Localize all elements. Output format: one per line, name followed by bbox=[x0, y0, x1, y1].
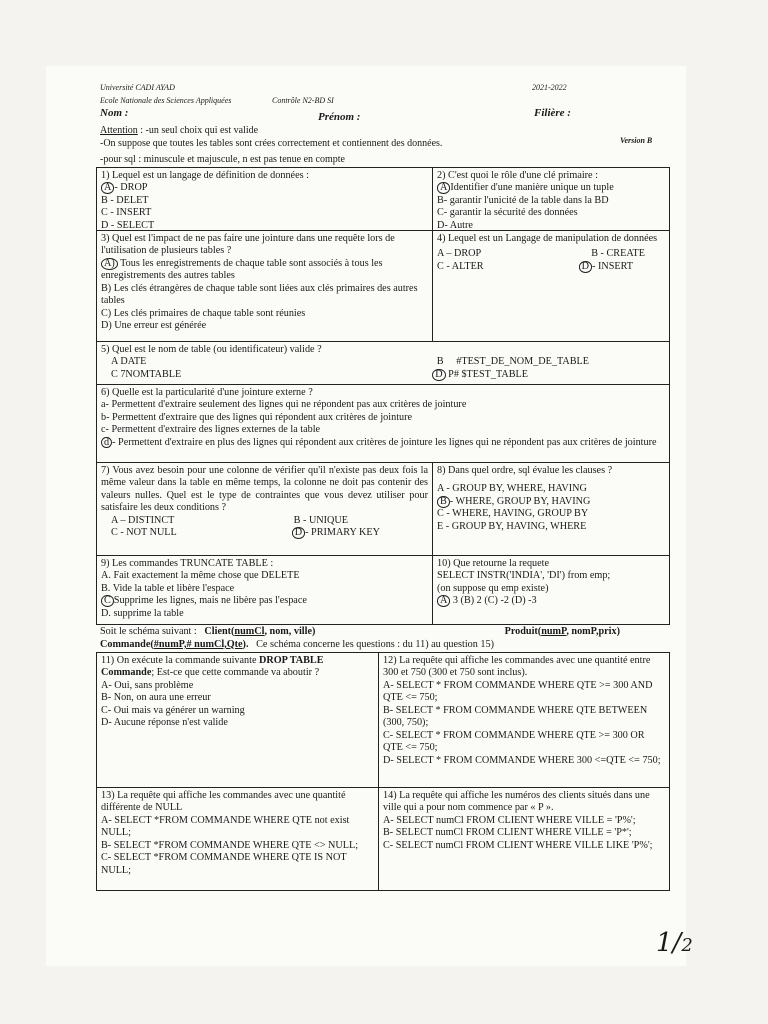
q10-options: 3 (B) 2 (C) -2 (D) -3 bbox=[452, 595, 537, 607]
q6-option-c: c- Permettent d'extraire des lignes externes de la table bbox=[101, 424, 321, 436]
q12-option-c: C- SELECT * FROM COMMANDE WHERE QTE >= 300 OR QTE <= 750; bbox=[383, 729, 645, 754]
filiere-label: Filière : bbox=[534, 107, 571, 119]
nom-label: Nom : bbox=[100, 107, 129, 119]
answer-circle: D bbox=[579, 261, 592, 273]
q2-option-a: Identifier d'une manière unique un tuple bbox=[450, 182, 614, 194]
answer-circle: D bbox=[432, 369, 445, 381]
q7-option-d: - PRIMARY KEY bbox=[305, 527, 380, 539]
question-5 bbox=[96, 341, 670, 385]
q13-option-a: A- SELECT *FROM COMMANDE WHERE QTE not exist NULL; bbox=[101, 814, 350, 839]
attention-text: : -un seul choix qui est valide bbox=[137, 125, 259, 136]
q10-query: SELECT INSTR('INDIA', 'DI') from emp; bbox=[437, 570, 611, 582]
q8-option-b: - WHERE, GROUP BY, HAVING bbox=[449, 495, 591, 507]
q10-note: (on suppose qu emp existe) bbox=[437, 582, 549, 594]
intro-line-3: -pour sql : minuscule et majuscule, n est pas tenue en compte bbox=[100, 154, 345, 165]
q7-option-b: B - UNIQUE bbox=[293, 514, 348, 526]
answer-circle: A) bbox=[101, 258, 118, 270]
q11-title: 11) On exécute la commande suivante bbox=[101, 655, 257, 666]
q11-option-d: D- Aucune réponse n'est valide bbox=[101, 717, 228, 729]
q11-option-b: B- Non, on aura une erreur bbox=[101, 692, 211, 704]
q7-option-c: C - NOT NULL bbox=[111, 527, 177, 539]
question-4 bbox=[432, 230, 670, 342]
answer-circle: D bbox=[292, 527, 305, 539]
question-9 bbox=[96, 555, 433, 625]
q13-option-c: C- SELECT *FROM COMMANDE WHERE QTE IS NOT NULL; bbox=[101, 852, 347, 876]
question-11 bbox=[96, 652, 379, 788]
schema-commande-name: Commande( bbox=[100, 638, 154, 650]
q7-option-a: A – DISTINCT bbox=[111, 514, 175, 526]
q1-option-d: D - SELECT bbox=[101, 219, 155, 231]
questions-grid bbox=[96, 167, 670, 891]
q4-option-a: A – DROP bbox=[437, 248, 482, 260]
intro-line-2: -On suppose que toutes les tables sont crées correctement et contiennent des données. bbox=[100, 138, 443, 149]
university-name: Université CADI AYAD bbox=[100, 83, 175, 92]
page-number-current: 1/ bbox=[656, 928, 682, 958]
q9-option-c: Supprime les lignes, mais ne libère pas l'espace bbox=[113, 595, 307, 607]
q12-option-a: A- SELECT * FROM COMMANDE WHERE QTE >= 300 AND QTE <= 750; bbox=[383, 679, 653, 704]
q12-option-b: B- SELECT * FROM COMMANDE WHERE QTE BETWEEN (300, 750); bbox=[383, 704, 648, 729]
answer-circle: d bbox=[101, 437, 112, 449]
question-2 bbox=[432, 167, 670, 231]
version-label: Version B bbox=[620, 136, 653, 145]
q4-option-d: - INSERT bbox=[592, 260, 633, 272]
q3-option-d: D) Une erreur est générée bbox=[101, 320, 207, 332]
schema-note: Ce schéma concerne les questions : du 11) au question 15) bbox=[256, 638, 494, 650]
question-6 bbox=[96, 384, 670, 463]
q2-option-d: D- Autre bbox=[437, 219, 473, 231]
q6-option-d: - Permettent d'extraire en plus des lignes qui répondent aux critères de jointure les lignes qui ne répondent pas aux critères de jointure bbox=[112, 436, 657, 448]
answer-circle: A bbox=[101, 182, 114, 194]
answer-circle: B bbox=[437, 496, 450, 508]
q6-option-b: b- Permettent d'extraire que des lignes qui répondent aux critères de jointure bbox=[101, 411, 413, 423]
page-number bbox=[656, 928, 693, 958]
q5-option-d: P# $TEST_TABLE bbox=[448, 368, 528, 380]
q14-option-a: A- SELECT numCl FROM CLIENT WHERE VILLE = 'P%'; bbox=[383, 814, 636, 826]
q8-option-c: C - WHERE, HAVING, GROUP BY bbox=[437, 508, 589, 520]
q1-option-a: - DROP bbox=[114, 182, 148, 194]
q2-title: 2) C'est quoi le rôle d'une clé primaire : bbox=[437, 170, 598, 181]
q6-option-a: a- Permettent d'extraire seulement des lignes qui ne répondent pas aux critères de jointure bbox=[101, 399, 467, 411]
q5-title: 5) Quel est le nom de table (ou identificateur) valide ? bbox=[101, 344, 322, 355]
q10-title: 10) Que retourne la requete bbox=[437, 558, 550, 569]
schema-commande-keys: #numP,# numCl,Qte bbox=[153, 638, 243, 650]
q9-title: 9) Les commandes TRUNCATE TABLE : bbox=[101, 558, 274, 569]
attention-line bbox=[100, 126, 258, 136]
question-14 bbox=[378, 787, 670, 891]
q1-title: 1) Lequel est un langage de définition de données : bbox=[101, 170, 309, 181]
q4-option-c: C - ALTER bbox=[437, 260, 484, 272]
q11-option-a: A- Oui, sans problème bbox=[101, 679, 194, 691]
schema-lead: Soit le schéma suivant : bbox=[100, 626, 197, 637]
q8-option-d: E - GROUP BY, HAVING, WHERE bbox=[437, 520, 587, 532]
q11-title-rest: ; Est-ce que cette commande va aboutir ? bbox=[151, 667, 320, 679]
q8-title: 8) Dans quel ordre, sql évalue les clauses ? bbox=[437, 465, 613, 476]
q9-option-d: D. supprime la table bbox=[101, 607, 184, 619]
q4-title: 4) Lequel est un Langage de manipulation de données bbox=[437, 233, 658, 244]
q14-title: 14) La requête qui affiche les numéros des clients situés dans une ville qui a pour nom commence par « P ». bbox=[383, 790, 650, 814]
q13-title: 13) La requête qui affiche les commandes avec une quantité différente de NULL bbox=[101, 790, 346, 814]
q5-option-c: C 7NOMTABLE bbox=[111, 368, 182, 380]
academic-year: 2021-2022 bbox=[532, 83, 567, 92]
q11-option-c: C- Oui mais va générer un warning bbox=[101, 704, 245, 716]
q6-title: 6) Quelle est la particularité d'une jointure externe ? bbox=[101, 387, 313, 398]
q2-option-c: C- garantir la sécurité des données bbox=[437, 207, 578, 219]
q5-option-a: A DATE bbox=[111, 356, 147, 368]
exam-name: Contrôle N2-BD SI bbox=[272, 96, 334, 105]
q4-option-b: B - CREATE bbox=[591, 248, 645, 260]
q3-option-b: B) Les clés étrangères de chaque table sont liées aux clés primaires des autres tables bbox=[101, 282, 418, 307]
q14-option-c: C- SELECT numCl FROM CLIENT WHERE VILLE LIKE 'P%'; bbox=[383, 839, 653, 851]
q14-option-b: B- SELECT numCl FROM CLIENT WHERE VILLE = 'P*'; bbox=[383, 827, 632, 839]
schema-produit-rest: , nomP,prix) bbox=[566, 626, 620, 637]
question-3 bbox=[96, 230, 433, 342]
schema-client-name: Client( bbox=[204, 626, 235, 637]
question-12 bbox=[378, 652, 670, 788]
question-8 bbox=[432, 462, 670, 556]
q2-option-b: B- garantir l'unicité de la table dans la BD bbox=[437, 194, 609, 206]
q3-option-a: Tous les enregistrements de chaque table sont associés à tous les enregistrements des autres tables bbox=[101, 257, 383, 282]
schema-client-rest: , nom, ville) bbox=[264, 626, 316, 637]
q5-option-b: #TEST_DE_NOM_DE_TABLE bbox=[456, 356, 589, 368]
question-1 bbox=[96, 167, 433, 231]
school-name: Ecole Nationale des Sciences Appliquées bbox=[100, 96, 232, 105]
prenom-label: Prénom : bbox=[318, 111, 361, 123]
q13-option-b: B- SELECT *FROM COMMANDE WHERE QTE <> NULL; bbox=[101, 839, 359, 851]
answer-circle: A bbox=[437, 182, 450, 194]
q3-title: 3) Quel est l'impact de ne pas faire une jointure dans une requête lors de l'utilisation de plusieurs tables ? bbox=[101, 233, 395, 257]
q9-option-a: A. Fait exactement la même chose que DELETE bbox=[101, 570, 300, 582]
answer-circle: C bbox=[101, 595, 114, 607]
q7-title: 7) Vous avez besoin pour une colonne de vérifier qu'il n'existe pas deux fois la même valeur dans la table en même temps, la colonne ne doit pas contenir des valeurs nulles. Quel est le type de contraintes que vous devez utiliser pour satisfaire les deux conditions ? bbox=[101, 465, 428, 514]
schema-block bbox=[96, 625, 670, 651]
q3-option-c: C) Les clés primaires de chaque table sont réunies bbox=[101, 307, 306, 319]
schema-commande-rest: ). bbox=[242, 638, 249, 650]
question-13 bbox=[96, 787, 379, 891]
q12-title: 12) La requête qui affiche les commandes avec une quantité entre 300 et 750 (300 et 750 sont inclus). bbox=[383, 655, 651, 679]
q1-option-c: C - INSERT bbox=[101, 207, 152, 219]
answer-circle: A bbox=[437, 595, 450, 607]
q9-option-b: B. Vide la table et libère l'espace bbox=[101, 582, 235, 594]
page-number-total: 2 bbox=[681, 935, 693, 956]
q8-option-a: A - GROUP BY, WHERE, HAVING bbox=[437, 483, 587, 495]
question-10 bbox=[432, 555, 670, 625]
schema-client-key: numCl bbox=[234, 626, 265, 637]
question-7 bbox=[96, 462, 433, 556]
schema-produit-key: numP bbox=[541, 626, 567, 637]
schema-produit-name: Produit( bbox=[504, 626, 542, 637]
attention-label: Attention bbox=[100, 125, 138, 136]
q11-command: DROP TABLE Commande bbox=[101, 655, 324, 679]
q12-option-d: D- SELECT * FROM COMMANDE WHERE 300 <=QTE <= 750; bbox=[383, 754, 661, 766]
q5-option-b-letter: B bbox=[436, 356, 444, 368]
q1-option-b: B - DELET bbox=[101, 194, 149, 206]
